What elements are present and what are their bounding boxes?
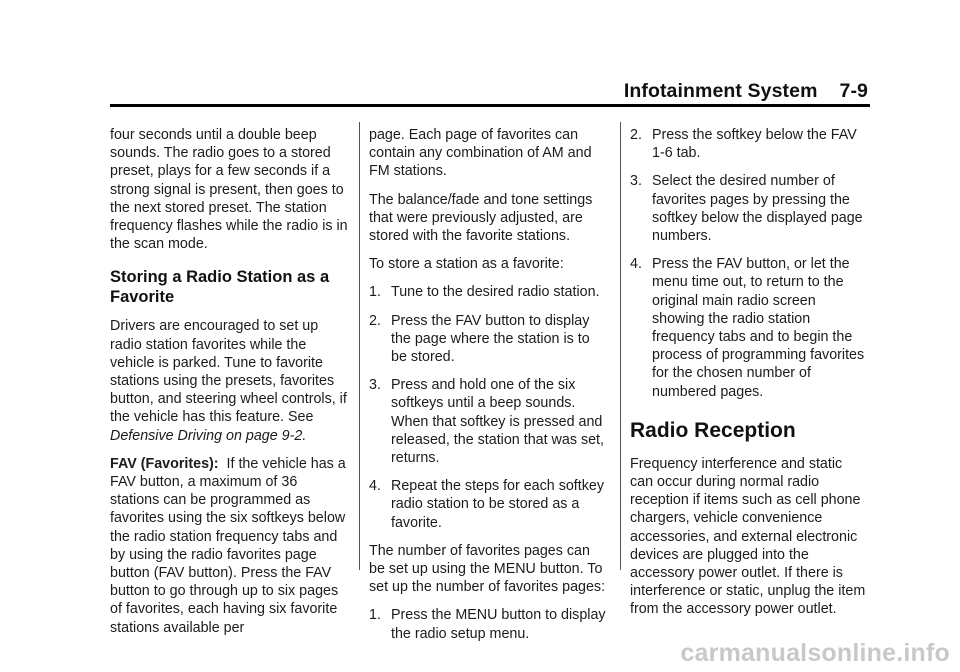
step-text: Press the softkey below the FAV 1-6 tab. (652, 127, 857, 162)
section-heading: Storing a Radio Station as a Favorite (110, 268, 330, 307)
page-header (624, 80, 868, 103)
cross-reference-link[interactable]: Defensive Driving on page 9-2. (110, 427, 307, 444)
paragraph: page. Each page of favorites can contain any combination of AM and FM stations. (369, 127, 592, 180)
step-text: Tune to the desired radio station. (391, 284, 600, 301)
list-item (630, 255, 868, 401)
list-item (369, 477, 609, 532)
step-number: 3. (630, 173, 642, 190)
step-text: Press the MENU button to display the radio setup menu. (391, 607, 606, 642)
list-item (630, 172, 868, 245)
steps-list (369, 606, 609, 642)
paragraph: Frequency interference and static can occur during normal radio reception if items such as cell phone chargers, vehicle convenience accessories, and external electronic devices are plugged into the accessory power outlet. If there is interference or static, unplug the item from the accessory power outlet. (630, 455, 866, 618)
paragraph-text: Drivers are encouraged to set up radio station favorites while the vehicle is parked. Tune to favorite stations using the presets, favorites button, and steering wheel controls, if the vehicle has this feature. See (110, 318, 347, 426)
step-text: Select the desired number of favorites pages by pressing the softkey below the displayed page numbers. (652, 173, 863, 245)
column-2 (369, 126, 609, 653)
steps-list (630, 126, 868, 401)
watermark: carmanualsonline.info (680, 639, 950, 667)
list-item (630, 126, 868, 162)
list-item (369, 606, 609, 642)
page-number: 7-9 (839, 80, 868, 102)
section-title: Infotainment System (623, 80, 818, 102)
list-item (369, 376, 609, 467)
step-number: 4. (369, 478, 381, 495)
term-label: FAV (Favorites): (110, 455, 219, 472)
paragraph: four seconds until a double beep sounds. The radio goes to a stored preset, plays for a few seconds if a strong signal is present, then goes to the next stored preset. The station frequency flashes while the radio is in the scan mode. (110, 127, 348, 253)
paragraph: The number of favorites pages can be set up using the MENU button. To set up the number of favorites pages: (369, 542, 606, 596)
step-text: Repeat the steps for each softkey radio station to be stored as a favorite. (391, 478, 604, 531)
paragraph (110, 455, 348, 637)
step-text: Press the FAV button to display the page where the station is to be stored. (391, 312, 590, 366)
header-rule (110, 104, 870, 107)
column-1 (110, 126, 348, 647)
paragraph-text: If the vehicle has a FAV button, a maximum of 36 stations can be programmed as favorites using the six softkeys below the radio station frequency tabs and by using the radio favorites page button (FAV button). Press the FAV button to go through up to six pages of favorites, each having six favorite stations available per (110, 455, 346, 636)
step-number: 4. (630, 256, 642, 273)
list-item (369, 283, 609, 301)
paragraph: To store a station as a favorite: (369, 256, 564, 273)
paragraph (110, 317, 348, 444)
step-text: Press the FAV button, or let the menu time out, to return to the original main radio screen showing the radio station frequency tabs and to begin the process of programming favorites for the chosen number of numbered pages. (652, 256, 865, 400)
column-3 (630, 126, 868, 629)
paragraph: The balance/fade and tone settings that were previously adjusted, are stored with the favorite stations. (369, 191, 593, 245)
step-number: 2. (630, 127, 642, 143)
step-number: 1. (369, 607, 381, 624)
step-text: Press and hold one of the six softkeys until a beep sounds. When that softkey is pressed and released, the station that was set, returns. (391, 377, 604, 467)
column-divider (620, 122, 621, 570)
step-number: 1. (369, 284, 381, 301)
column-divider (359, 122, 360, 570)
step-number: 2. (369, 312, 381, 329)
list-item (369, 312, 609, 367)
step-number: 3. (369, 377, 381, 394)
steps-list (369, 283, 609, 531)
section-heading: Radio Reception (630, 418, 796, 442)
